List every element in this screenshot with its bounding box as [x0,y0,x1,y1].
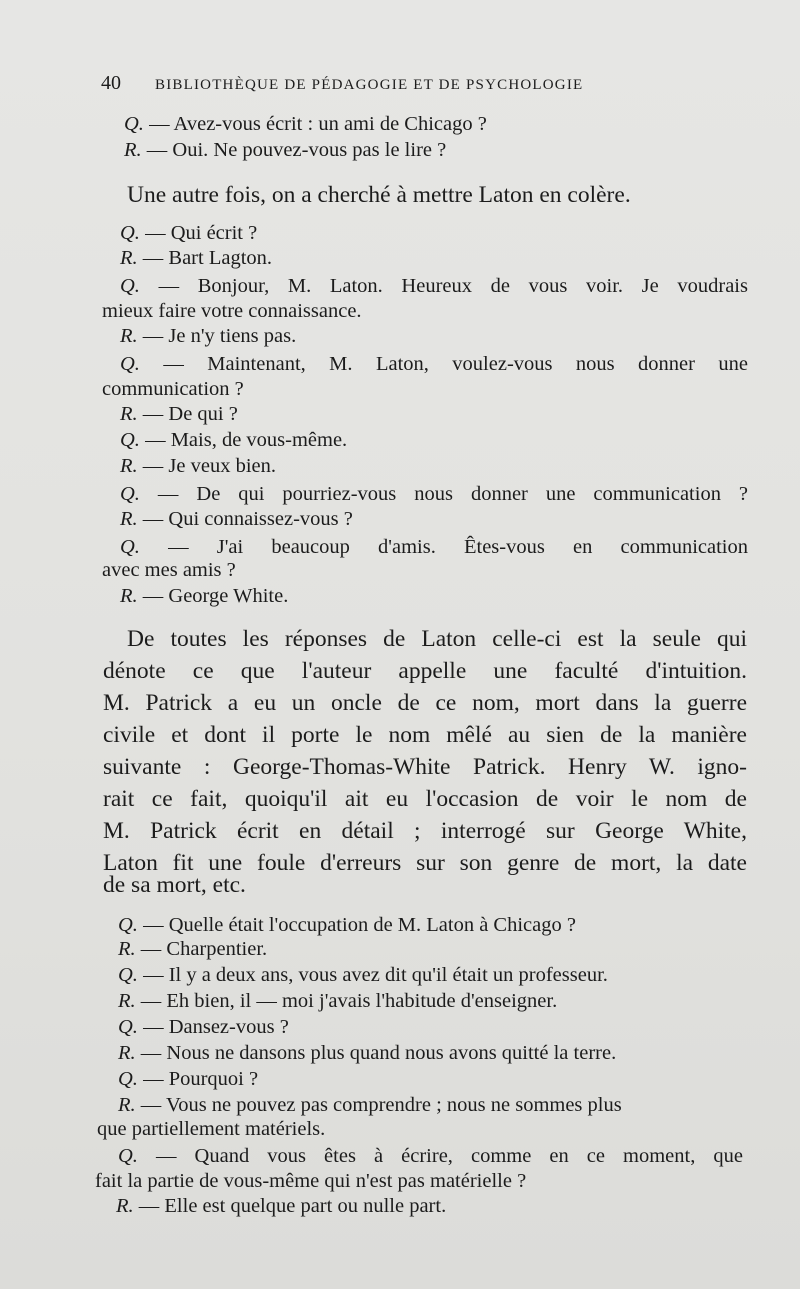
dialogue-line: R. — Je veux bien. [120,455,277,477]
dialogue-line: R. — Bart Lagton. [120,247,273,269]
page-number: 40 [101,72,121,94]
dialogue-line: Q. — Avez-vous écrit : un ami de Chicago ? [124,113,487,135]
dialogue-line: Q. — Quelle était l'occupation de M. Laton à Chicago ? [118,914,576,936]
dialogue-line-cont: avec mes amis ? [102,559,236,581]
dialogue-line-cont: mieux faire votre connaissance. [102,300,362,322]
dialogue-line: Q. — Maintenant, M. Laton, voulez-vous nous donner une [120,353,749,375]
dialogue-line: R. — George White. [120,585,289,607]
book-page: 40 BIBLIOTHÈQUE DE PÉDAGOGIE ET DE PSYCHOLOGIE Q. — Avez-vous écrit : un ami de Chicago ? R. — Oui. Ne pouvez-vous pas le lire ? Une autre fois, on a cherché à mettre Laton en colère. Q. — Qui écrit ? R. — Bart Lagton. Q. — Bonjour, M. Laton. Heureux de vous voir. Je voudrais mieux faire votre connaissance. R. — Je n'y tiens pas. Q. — Maintenant, M. Laton, voulez-vous nous donner une communication ? R. — De qui ? Q. — Mais, de vous-même. R. — Je veux bien. Q. — De qui pourriez-vous nous donner une communication ? R. — Qui connaissez-vous ? Q. — J'ai beaucoup d'amis. Êtes-vous en communication avec mes amis ? R. — George White. De toutes les réponses de Laton celle-ci est la seule qui dénote ce que l'auteur appelle une faculté d'intuition. M. Patrick a eu un oncle de ce nom, mort dans la guerre civile et dont il porte le nom mêlé au sien de la manière suivante : George-Thomas-White Patrick. Henry W. igno- rait ce fait, quoiqu'il ait eu l'occasion de voir le nom de M. Patrick écrit en détail ; interrogé sur George White, Laton fit une foule d'erreurs sur son genre de mort, la date de sa mort, etc. Q. — Quelle était l'occupation de M. Laton à Chicago ? R. — Charpentier. Q. — Il y a deux ans, vous avez dit qu'il était un professeur. R. — Eh bien, il — moi j'avais l'habitude d'enseigner. Q. — Dansez-vous ? R. — Nous ne dansons plus quand nous avons quitté la terre. Q. — Pourquoi ? R. — Vous ne pouvez pas comprendre ; nous ne sommes plus que partiellement matériels. Q. — Quand vous êtes à écrire, comme en ce moment, que fait la partie de vous-même qui n'est pas matérielle ? R. — Elle est quelque part ou nulle part. [0,0,800,1289]
dialogue-line: Q. — Quand vous êtes à écrire, comme en ce moment, que [118,1145,743,1167]
dialogue-line: R. — Oui. Ne pouvez-vous pas le lire ? [124,139,447,161]
dialogue-line: Q. — De qui pourriez-vous nous donner une communication ? [120,483,749,505]
dialogue-line: R. — De qui ? [120,403,238,425]
dialogue-line: R. — Nous ne dansons plus quand nous avons quitté la terre. [118,1042,617,1064]
dialogue-line: Q. — J'ai beaucoup d'amis. Êtes-vous en communication [120,536,748,558]
dialogue-line: R. — Je n'y tiens pas. [120,325,297,347]
dialogue-line: Q. — Il y a deux ans, vous avez dit qu'il était un professeur. [118,964,608,986]
dialogue-line: Q. — Dansez-vous ? [118,1016,289,1038]
dialogue-line: R. — Charpentier. [118,938,268,960]
dialogue-line: R. — Eh bien, il — moi j'avais l'habitude d'enseigner. [118,990,558,1012]
dialogue-line: R. — Vous ne pouvez pas comprendre ; nous ne sommes plus [118,1094,622,1116]
running-head [101,72,672,95]
running-title: BIBLIOTHÈQUE DE PÉDAGOGIE ET DE PSYCHOLOGIE [155,77,584,93]
dialogue-line-cont: que partiellement matériels. [97,1118,326,1140]
dialogue-line: R. — Qui connaissez-vous ? [120,508,353,530]
dialogue-line: Q. — Qui écrit ? [120,222,258,244]
dialogue-line: Q. — Pourquoi ? [118,1068,259,1090]
dialogue-line: Q. — Bonjour, M. Laton. Heureux de vous voir. Je voudrais [120,275,748,297]
dialogue-line: Q. — Mais, de vous-même. [120,429,348,451]
dialogue-line-cont: communication ? [102,378,244,400]
dialogue-line: R. — Elle est quelque part ou nulle part. [116,1195,447,1217]
dialogue-line-cont: fait la partie de vous-même qui n'est pas matérielle ? [95,1170,527,1192]
